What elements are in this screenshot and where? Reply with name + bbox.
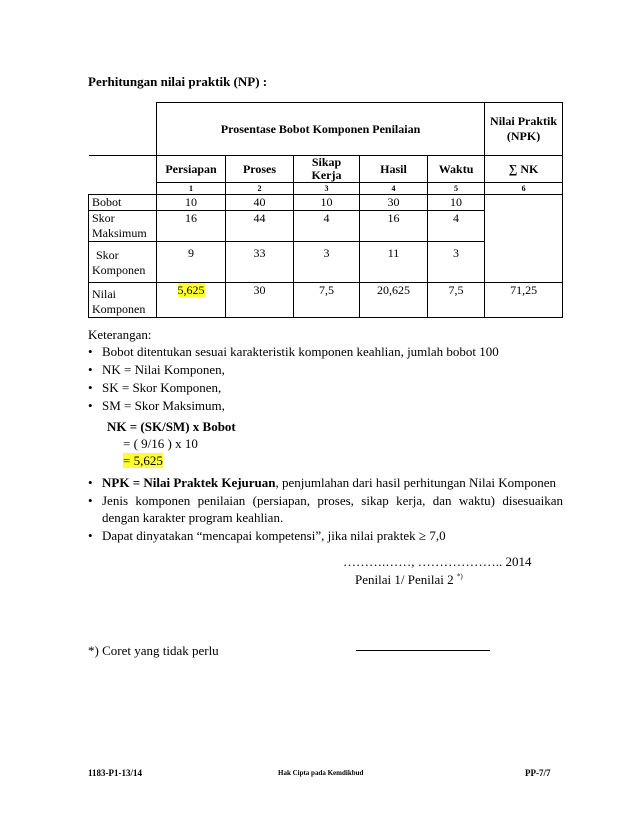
cell: 16 (360, 211, 428, 242)
signature-line (356, 650, 490, 651)
label-line: Skor (92, 211, 115, 225)
npk-definition: NPK = Nilai Praktek Kejuruan (102, 475, 276, 490)
cell: 3 (294, 242, 360, 283)
penilai-text: Penilai 1/ Penilai 2 (355, 572, 454, 587)
col-number: 4 (360, 183, 428, 195)
bullet-icon: • (88, 380, 93, 395)
formula-line1: NK = (SK/SM) x Bobot (107, 419, 236, 434)
bullet-icon: • (88, 493, 93, 508)
list-item-text: SK = Skor Komponen, (102, 380, 222, 395)
penilai-footnote-mark: *) (456, 572, 463, 581)
col-number: 3 (294, 183, 360, 195)
cell: 40 (226, 195, 294, 211)
cell: 44 (226, 211, 294, 242)
cell: 16 (157, 211, 226, 242)
table-row (89, 195, 563, 211)
footer-page: PP-7/7 (525, 768, 551, 778)
cell: 7,5 (294, 283, 360, 318)
col-number: 5 (428, 183, 485, 195)
row-label-skor-komponen (89, 242, 157, 283)
group-header: Prosentase Bobot Komponen Penilaian (157, 103, 485, 156)
signature-penilai (355, 572, 463, 588)
cell: 9 (157, 242, 226, 283)
npk-definition-rest: , penjumlahan dari hasil perhitungan Nilai Komponen (275, 475, 557, 490)
col-header-sikap-kerja (294, 156, 360, 183)
bullet-icon: • (88, 344, 93, 359)
cell: 4 (294, 211, 360, 242)
cell: 7,5 (428, 283, 485, 318)
col-number: 6 (485, 183, 563, 195)
label-line: Skor (96, 248, 119, 262)
footer-copyright: Hak Cipta pada Kemdikbud (278, 769, 364, 777)
highlighted-value: 5,625 (177, 283, 205, 297)
bullet-icon: • (88, 398, 93, 413)
col-header-hasil: Hasil (360, 156, 428, 183)
col-header-proses: Proses (226, 156, 294, 183)
list-item-text: Bobot ditentukan sesuai karakteristik komponen keahlian, jumlah bobot 100 (102, 344, 499, 359)
cell: 11 (360, 242, 428, 283)
cell: 3 (428, 242, 485, 283)
cell: 10 (294, 195, 360, 211)
bullet-icon: • (88, 362, 93, 377)
cell: 20,625 (360, 283, 428, 318)
col-header-waktu: Waktu (428, 156, 485, 183)
cell: 4 (428, 211, 485, 242)
list-item-text: SM = Skor Maksimum, (102, 398, 225, 413)
footer-code: 1183-P1-13/14 (88, 768, 142, 778)
label-line: Komponen (92, 302, 146, 316)
label-line: Nilai (92, 287, 116, 301)
row-label-skor-maksimum (89, 211, 157, 242)
sikap-line2: Kerja (311, 168, 342, 182)
cell-total-npk: 71,25 (485, 283, 563, 318)
table-row (89, 283, 563, 318)
cell: 30 (226, 283, 294, 318)
bullet-icon: • (88, 475, 93, 490)
cell: 10 (428, 195, 485, 211)
row-label-bobot: Bobot (89, 195, 157, 211)
npk-header (485, 103, 563, 156)
list-item-text (102, 474, 563, 491)
cell-highlighted (157, 283, 226, 318)
formula-result-highlight: = 5,625 (123, 453, 163, 468)
coret-note: *) Coret yang tidak perlu (88, 643, 219, 658)
col-header-sum-nk: ∑ NK (485, 156, 563, 183)
list-item-text: Dapat dinyatakan “mencapai kompetensi”, jika nilai praktek ≥ 7,0 (102, 528, 446, 543)
signature-date-line: ……….……, ……………….. 2014 (343, 554, 532, 569)
npk-header-line2: (NPK) (506, 129, 541, 143)
label-line: Komponen (92, 263, 146, 277)
bullet-icon: • (88, 528, 93, 543)
page-heading: Perhitungan nilai praktik (NP) : (88, 74, 268, 89)
empty-corner-2 (89, 156, 157, 183)
formula-line3 (123, 452, 163, 469)
col-number: 1 (157, 183, 226, 195)
list-item-text: NK = Nilai Komponen, (102, 362, 225, 377)
score-table (88, 102, 563, 318)
cell: 30 (360, 195, 428, 211)
empty-corner (89, 103, 157, 156)
npk-header-line1: Nilai Praktik (490, 114, 558, 128)
col-header-persiapan: Persiapan (157, 156, 226, 183)
npk-empty-cell (485, 195, 563, 283)
col-number: 2 (226, 183, 294, 195)
cell: 33 (226, 242, 294, 283)
empty-corner-3 (89, 183, 157, 195)
label-line: Maksimum (92, 226, 147, 240)
keterangan-title: Keterangan: (88, 327, 152, 342)
list-item-text: Jenis komponen penilaian (persiapan, proses, sikap kerja, dan waktu) disesuaikan dengan karakter program keahlian. (102, 493, 563, 525)
formula-line2: = ( 9/16 ) x 10 (123, 436, 198, 451)
row-label-nilai-komponen (89, 283, 157, 318)
sikap-line1: Sikap (311, 155, 342, 169)
cell: 10 (157, 195, 226, 211)
